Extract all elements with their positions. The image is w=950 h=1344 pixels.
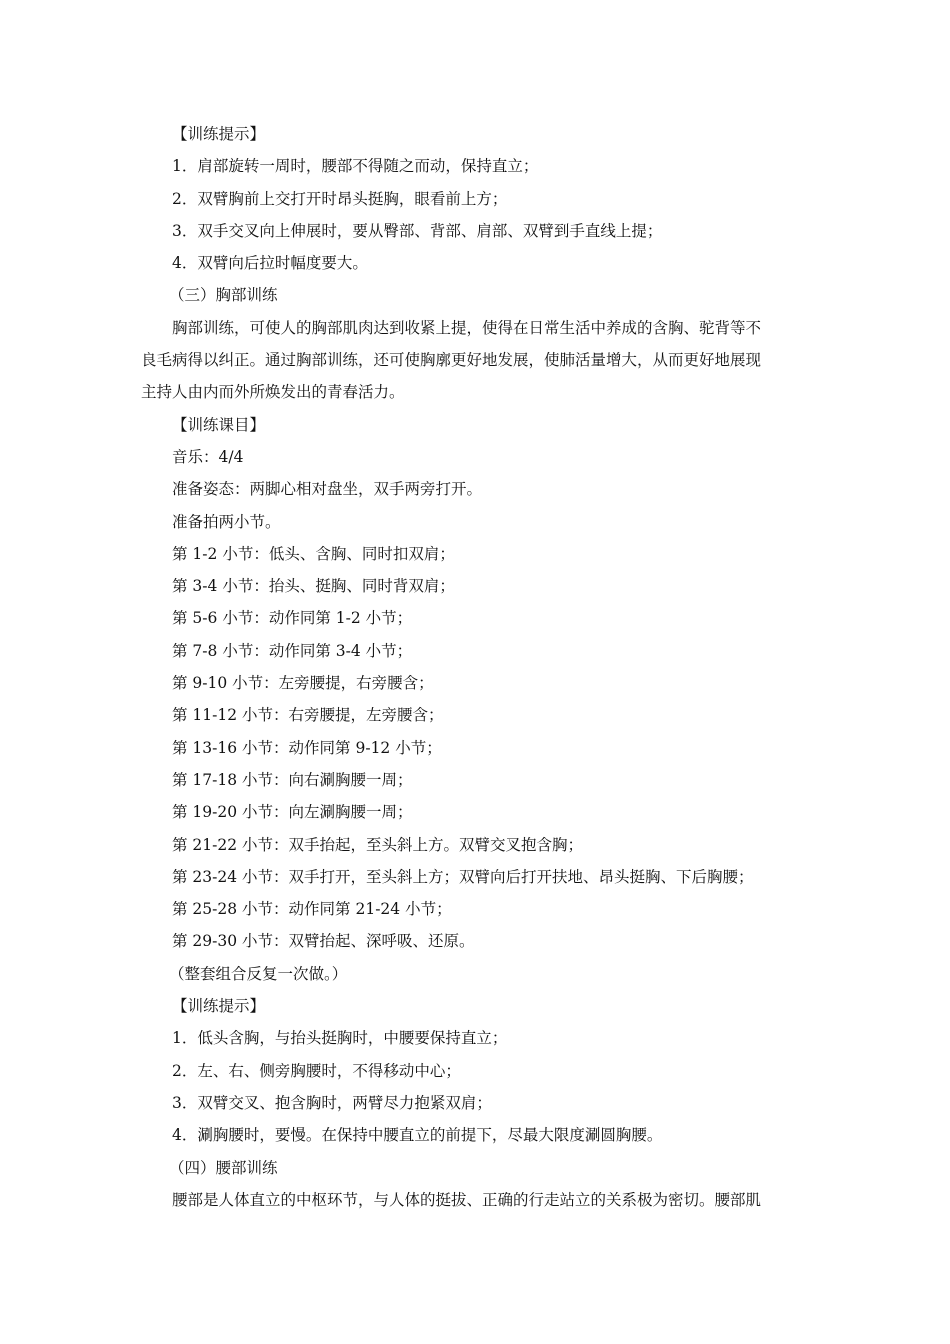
- step-item: 第 25-28 小节：动作同第 21-24 小节；: [172, 900, 452, 919]
- paragraph-line: 良毛病得以纠正。通过胸部训练，还可使胸廓更好地发展，使肺活量增大，从而更好地展现: [141, 351, 762, 370]
- step-item: 第 23-24 小节：双手打开，至头斜上方；双臂向后打开扶地、昂头挺胸、下后胸腰；: [172, 867, 754, 886]
- posture-line: 准备姿态：两脚心相对盘坐，双手两旁打开。: [172, 480, 483, 499]
- tip-item: 1．肩部旋转一周时，腰部不得随之而动，保持直立；: [172, 157, 539, 176]
- tip-item: 4．双臂向后拉时幅度要大。: [172, 254, 368, 273]
- step-item: 第 3-4 小节：抬头、挺胸、同时背双肩；: [172, 577, 455, 596]
- course-heading: 【训练课目】: [172, 415, 266, 434]
- step-item: 第 17-18 小节：向右涮胸腰一周；: [172, 770, 413, 789]
- step-item: 第 19-20 小节：向左涮胸腰一周；: [172, 803, 413, 822]
- tip-item: 1．低头含胸，与抬头挺胸时，中腰要保持直立；: [172, 1029, 508, 1048]
- tip-item: 2．左、右、侧旁胸腰时，不得移动中心；: [172, 1061, 461, 1080]
- tip-item: 2．双臂胸前上交打开时昂头挺胸，眼看前上方；: [172, 189, 508, 208]
- step-item: 第 11-12 小节：右旁腰提，左旁腰含；: [172, 706, 444, 725]
- paragraph-line: 腰部是人体直立的中枢环节，与人体的挺拔、正确的行走站立的关系极为密切。腰部肌: [172, 1190, 762, 1209]
- paragraph-line: 主持人由内而外所焕发出的青春活力。: [141, 383, 405, 402]
- section-heading-chest: （三）胸部训练: [169, 286, 278, 305]
- section-heading-tips-2: 【训练提示】: [172, 997, 266, 1016]
- step-item: 第 5-6 小节：动作同第 1-2 小节；: [172, 609, 413, 628]
- step-item: 第 9-10 小节：左旁腰提，右旁腰含；: [172, 674, 434, 693]
- step-item: 第 7-8 小节：动作同第 3-4 小节；: [172, 641, 413, 660]
- repeat-note: （整套组合反复一次做。）: [169, 964, 348, 983]
- step-item: 第 13-16 小节：动作同第 9-12 小节；: [172, 738, 442, 757]
- tip-item: 3．双手交叉向上伸展时，要从臀部、背部、肩部、双臂到手直线上提；: [172, 221, 663, 240]
- step-item: 第 29-30 小节：双臂抬起、深呼吸、还原。: [172, 932, 475, 951]
- section-heading-tips-1: 【训练提示】: [172, 125, 266, 143]
- music-line: 音乐：4/4: [172, 447, 244, 466]
- section-heading-waist: （四）腰部训练: [169, 1158, 278, 1177]
- step-item: 第 21-22 小节：双手抬起，至头斜上方。双臂交叉抱含胸；: [172, 835, 584, 854]
- step-item: 第 1-2 小节：低头、含胸、同时扣双肩；: [172, 544, 455, 563]
- paragraph-line: 胸部训练，可使人的胸部肌肉达到收紧上提，使得在日常生活中养成的含胸、驼背等不: [172, 318, 762, 337]
- prep-beats-line: 准备拍两小节。: [172, 512, 281, 531]
- tip-item: 3．双臂交叉、抱含胸时，两臂尽力抱紧双肩；: [172, 1093, 492, 1112]
- document-body: [141, 118, 819, 1216]
- tip-item: 4．涮胸腰时，要慢。在保持中腰直立的前提下，尽最大限度涮圆胸腰。: [172, 1126, 663, 1145]
